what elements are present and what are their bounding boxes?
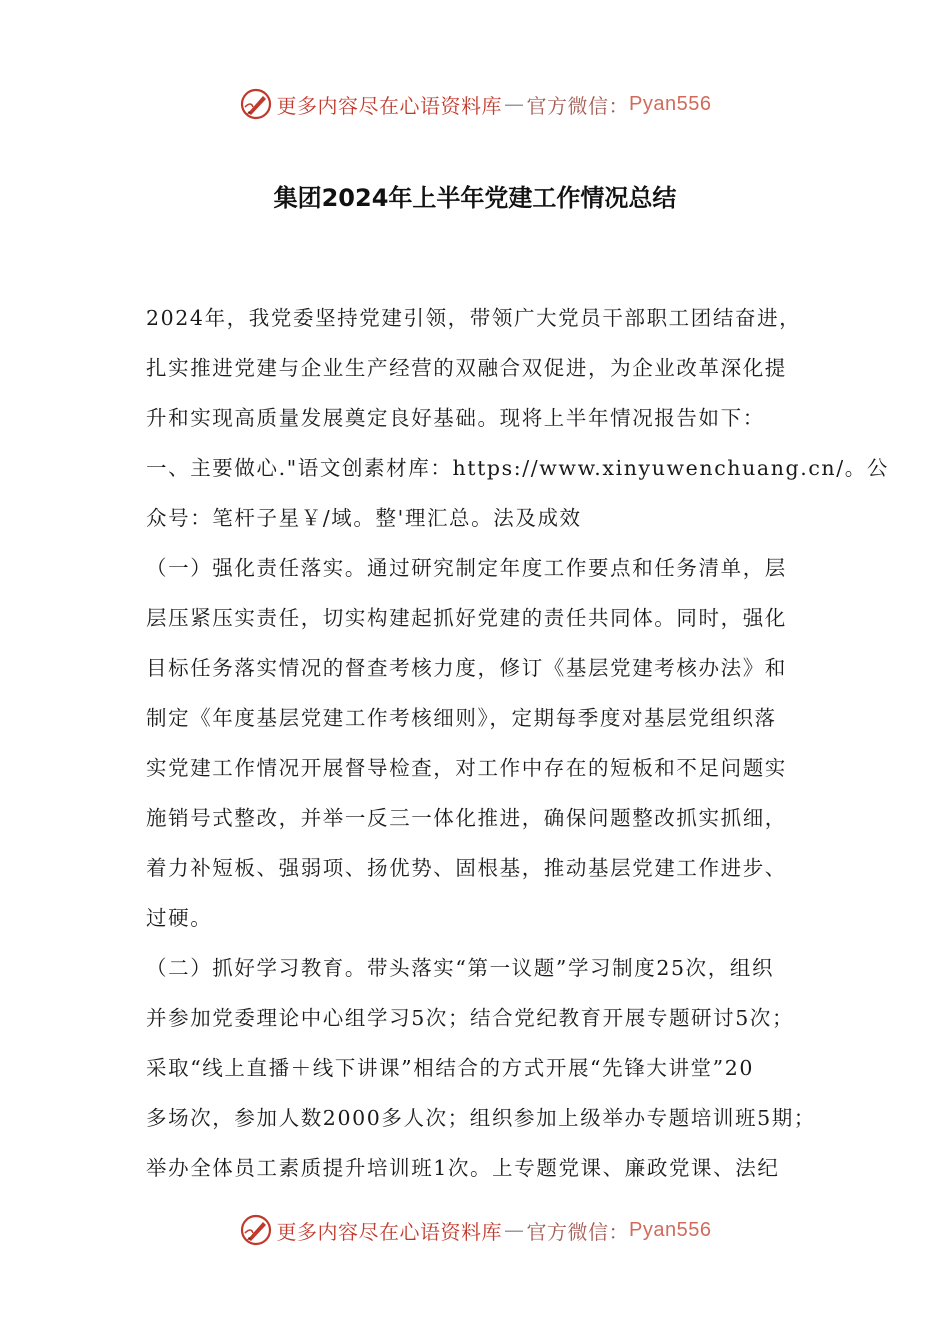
body-line: （一）强化责任落实。通过研究制定年度工作要点和任务清单，层 [146,556,787,580]
banner-wechat-label: 官方微信： [526,93,630,118]
body-line: 举办全体员工素质提升培训班1次。上专题党课、廉政党课、法纪 [146,1156,780,1180]
body-line: 众号：笔杆子星￥/域。整'理汇总。法及成效 [146,506,582,530]
header-banner [0,84,950,124]
document-title: 集团2024年上半年党建工作情况总结 [273,184,677,212]
banner-dash: — [504,1218,525,1242]
banner-site-text: 更多内容尽在心语资料库 [276,93,503,118]
body-line: 多场次，参加人数2000多人次；组织参加上级举办专题培训班5期； [146,1106,816,1130]
body-line: 层压紧压实责任，切实构建起抓好党建的责任共同体。同时，强化 [146,606,787,630]
body-line: 并参加党委理论中心组学习5次；结合党纪教育开展专题研讨5次； [146,1006,795,1030]
body-line: 2024年，我党委坚持党建引领，带领广大党员干部职工团结奋进， [146,306,802,330]
pen-logo-icon [239,87,273,121]
footer-banner [0,1210,950,1250]
banner-dash: — [504,92,525,116]
body-line: （二）抓好学习教育。带头落实“第一议题”学习制度25次，组织 [146,956,775,980]
body-line: 实党建工作情况开展督导检查，对工作中存在的短板和不足问题实 [146,756,787,780]
body-line: 着力补短板、强弱项、扬优势、固根基，推动基层党建工作进步、 [146,856,787,880]
banner-site-text: 更多内容尽在心语资料库 [276,1219,503,1244]
banner-wechat-label: 官方微信： [526,1219,630,1244]
body-line: 目标任务落实情况的督查考核力度，修订《基层党建考核办法》和 [146,656,787,680]
pen-logo-icon [239,1213,273,1247]
body-line: 升和实现高质量发展奠定良好基础。现将上半年情况报告如下： [146,406,765,430]
body-line: 过硬。 [146,906,213,930]
body-line: 扎实推进党建与企业生产经营的双融合双促进，为企业改革深化提 [146,356,787,380]
body-line: 制定《年度基层党建工作考核细则》，定期每季度对基层党组织落 [146,706,777,730]
body-line: 施销号式整改，并举一反三一体化推进，确保问题整改抓实抓细， [146,806,787,830]
body-line: 采取“线上直播＋线下讲课”相结合的方式开展“先锋大讲堂”20 [146,1056,755,1080]
banner-wechat-id: Pyan556 [629,92,712,115]
banner-wechat-id: Pyan556 [629,1218,712,1241]
document-body [146,293,889,1193]
body-line: 一、主要做心."语文创素材库：https://www.xinyuwenchuang.cn/。公 [146,456,889,480]
